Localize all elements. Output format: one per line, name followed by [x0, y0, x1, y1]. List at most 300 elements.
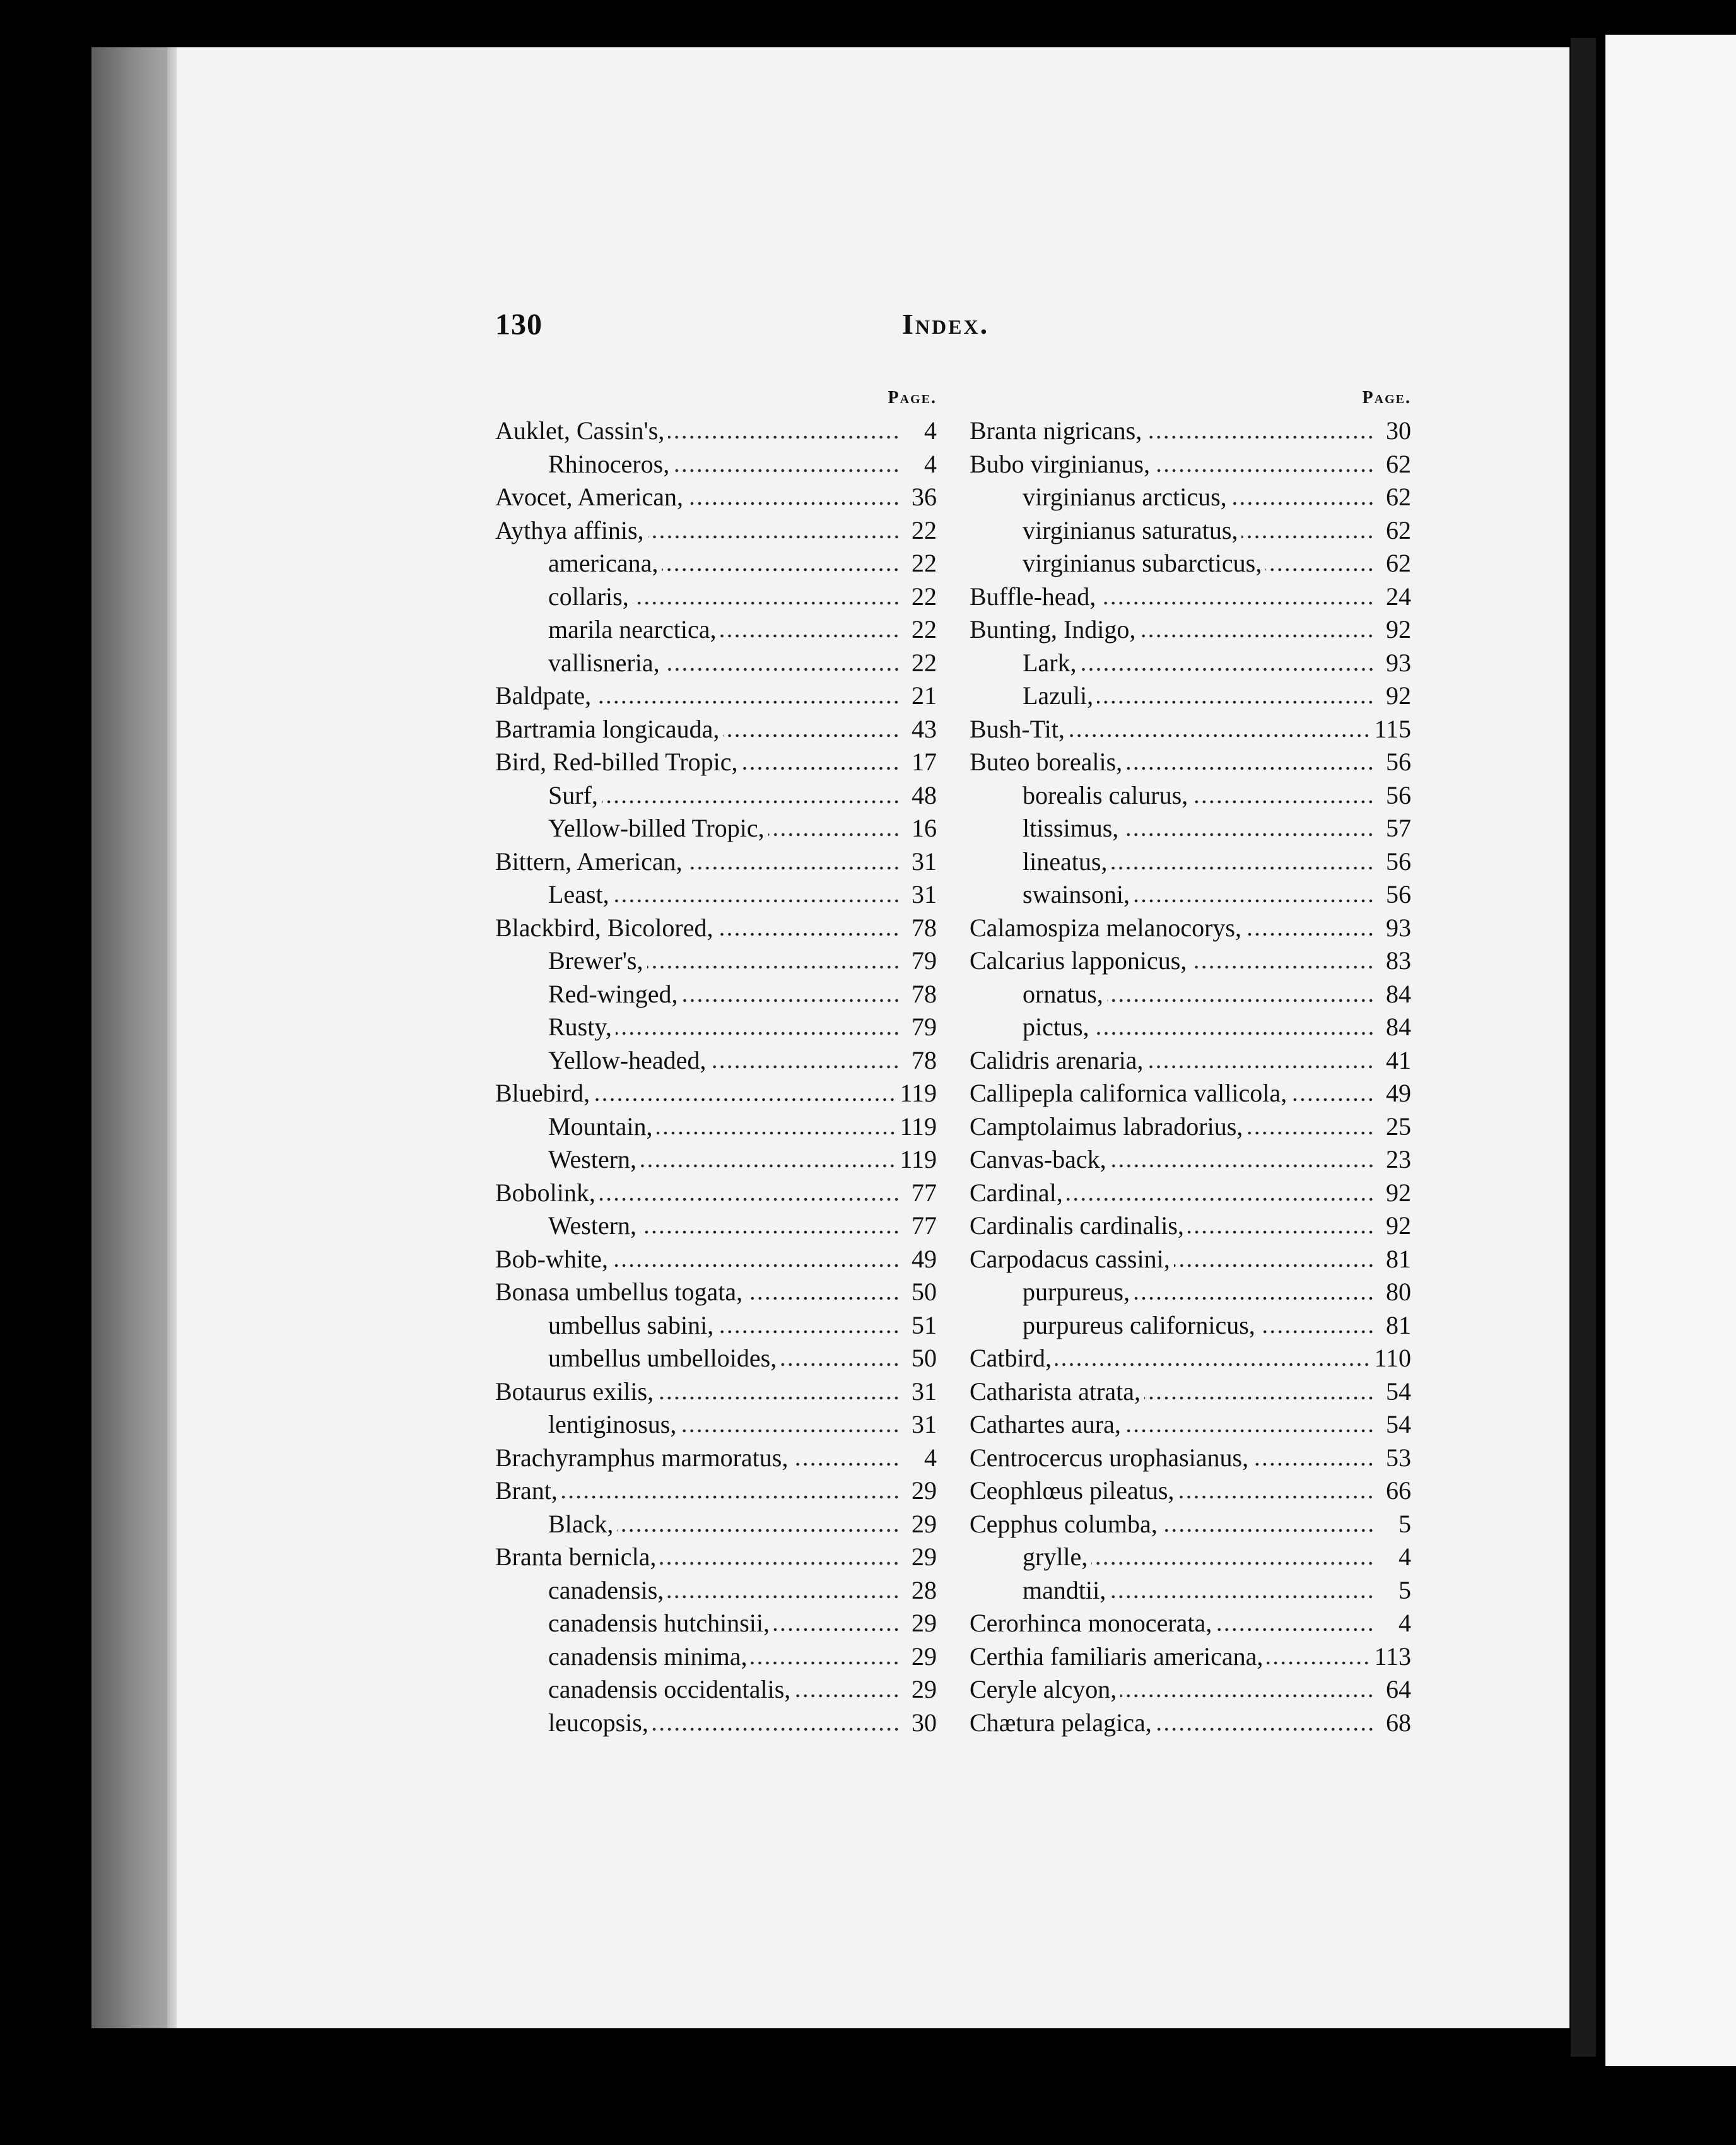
index-entry: [495, 845, 937, 879]
entry-page-number: 17: [912, 748, 937, 776]
entry-name: Bob-white,: [495, 1244, 608, 1273]
running-title: Index.: [902, 308, 990, 340]
dot-leader: [1216, 1626, 1375, 1633]
index-entry: [495, 978, 937, 1011]
entry-page-number: 22: [912, 615, 937, 644]
index-entry: [495, 812, 937, 845]
dot-leader: [710, 1063, 900, 1071]
entry-page-number: 81: [1386, 1310, 1411, 1339]
entry-page-number: 49: [1386, 1079, 1411, 1107]
entry-name: Branta nigricans,: [970, 416, 1142, 445]
entry-name: umbellus sabini,: [548, 1310, 714, 1339]
entry-page-number: 78: [912, 1045, 937, 1074]
index-entry: [495, 713, 937, 746]
index-entries-right: [970, 414, 1411, 1739]
entry-page-number: 4: [1399, 1543, 1411, 1571]
index-entry: [970, 1143, 1411, 1177]
dot-leader: [1154, 467, 1375, 474]
entry-page-number: 31: [912, 1377, 937, 1406]
entry-name: Bird, Red-billed Tropic,: [495, 748, 738, 776]
entry-page-number: 62: [1386, 483, 1411, 511]
dot-leader: [1107, 997, 1375, 1004]
index-entry: [495, 1707, 937, 1740]
dot-leader: [652, 1725, 900, 1733]
index-entry: [970, 547, 1411, 580]
entry-page-number: 84: [1386, 1013, 1411, 1041]
dot-leader: [723, 732, 900, 739]
dot-leader: [561, 1493, 900, 1501]
entry-page-number: 4: [924, 416, 937, 445]
dot-leader: [1188, 1228, 1375, 1236]
entry-name: Black,: [548, 1509, 614, 1538]
dot-leader: [1246, 1129, 1375, 1137]
page-column-heading: Page.: [1362, 388, 1411, 408]
index-entry: [970, 1276, 1411, 1309]
entry-page-number: 92: [1386, 1211, 1411, 1240]
entry-name: Chætura pelagica,: [970, 1708, 1152, 1737]
index-entry: [970, 1508, 1411, 1541]
entry-page-number: 50: [912, 1344, 937, 1372]
dot-leader: [717, 1328, 900, 1336]
dot-leader: [687, 500, 900, 507]
dot-leader: [1097, 698, 1375, 706]
dot-leader: [717, 931, 900, 938]
entry-page-number: 68: [1386, 1708, 1411, 1737]
dot-leader: [1091, 1560, 1375, 1567]
entry-name: Catharista atrata,: [970, 1377, 1141, 1406]
entry-name: Bush-Tit,: [970, 714, 1065, 743]
entry-page-number: 62: [1386, 449, 1411, 478]
entry-page-number: 48: [912, 780, 937, 809]
dot-leader: [657, 1129, 896, 1137]
entry-page-number: 79: [912, 1013, 937, 1041]
index-entry: [970, 1309, 1411, 1343]
index-entry: [495, 481, 937, 514]
entry-page-number: 22: [912, 582, 937, 611]
index-entry: [970, 613, 1411, 647]
entry-page-number: 77: [912, 1178, 937, 1207]
entry-page-number: 30: [912, 1708, 937, 1737]
entry-name: virginianus subarcticus,: [1023, 549, 1262, 577]
dot-leader: [1139, 632, 1375, 640]
entry-name: Western,: [548, 1211, 637, 1240]
entry-page-number: 29: [912, 1509, 937, 1538]
entry-page-number: 54: [1386, 1377, 1411, 1406]
entry-page-number: 80: [1386, 1278, 1411, 1306]
entry-name: Buteo borealis,: [970, 748, 1123, 776]
entry-page-number: 78: [912, 979, 937, 1008]
entry-page-number: 83: [1386, 946, 1411, 975]
index-entry: [970, 912, 1411, 945]
dot-leader: [741, 765, 900, 772]
dot-leader: [1055, 1361, 1371, 1368]
dot-leader: [1093, 1030, 1375, 1037]
entry-page-number: 56: [1386, 748, 1411, 776]
entry-name: Avocet, American,: [495, 483, 684, 511]
book-spine-edge: [91, 47, 170, 2028]
dot-leader: [1190, 963, 1375, 971]
entry-name: Centrocercus urophasianus,: [970, 1443, 1249, 1472]
index-entry: [970, 1474, 1411, 1508]
dot-leader: [648, 533, 900, 541]
entry-page-number: 4: [924, 1443, 937, 1472]
dot-leader: [657, 1394, 900, 1402]
entry-name: Cardinalis cardinalis,: [970, 1211, 1184, 1240]
entry-name: Lazuli,: [1023, 681, 1094, 710]
dot-leader: [602, 798, 900, 806]
dot-leader: [720, 632, 900, 640]
entry-name: Canvas-back,: [970, 1145, 1106, 1173]
entry-page-number: 53: [1386, 1443, 1411, 1472]
entry-page-number: 56: [1386, 780, 1411, 809]
dot-leader: [1134, 897, 1375, 905]
index-entry: [970, 448, 1411, 481]
entry-page-number: 21: [912, 681, 937, 710]
entry-page-number: 29: [912, 1609, 937, 1637]
entry-name: Auklet, Cassin's,: [495, 416, 665, 445]
dot-leader: [664, 666, 900, 673]
entry-page-number: 28: [912, 1575, 937, 1604]
entry-page-number: 29: [912, 1543, 937, 1571]
entry-name: borealis calurus,: [1023, 780, 1188, 809]
entry-name: virginianus saturatus,: [1023, 515, 1238, 544]
dot-leader: [1110, 1162, 1375, 1170]
entry-page-number: 119: [900, 1145, 937, 1173]
index-entry: [495, 1408, 937, 1442]
entry-page-number: 77: [912, 1211, 937, 1240]
index-entry: [495, 1640, 937, 1674]
entry-page-number: 62: [1386, 515, 1411, 544]
entry-page-number: 92: [1386, 681, 1411, 710]
entry-page-number: 29: [912, 1642, 937, 1671]
dot-leader: [1120, 1692, 1375, 1700]
dot-leader: [668, 433, 900, 441]
entry-page-number: 78: [912, 913, 937, 942]
dot-leader: [1126, 765, 1375, 772]
entry-name: Calcarius lapponicus,: [970, 946, 1187, 975]
entry-page-number: 62: [1386, 549, 1411, 577]
index-entry: [970, 1408, 1411, 1442]
entry-name: Yellow-headed,: [548, 1045, 707, 1074]
index-entry: [495, 1607, 937, 1640]
entry-name: collaris,: [548, 582, 629, 611]
entry-name: Baldpate,: [495, 681, 592, 710]
dot-leader: [768, 831, 900, 838]
entry-page-number: 56: [1386, 880, 1411, 908]
entry-page-number: 110: [1374, 1344, 1411, 1372]
dot-leader: [751, 1659, 900, 1667]
index-entry: [970, 481, 1411, 514]
entry-page-number: 31: [912, 880, 937, 908]
entry-name: Yellow-billed Tropic,: [548, 814, 765, 842]
entry-page-number: 31: [912, 1410, 937, 1438]
dot-leader: [1241, 533, 1375, 541]
entry-name: Calidris arenaria,: [970, 1045, 1144, 1074]
dot-leader: [1134, 1295, 1375, 1302]
dot-leader: [640, 1228, 900, 1236]
index-entry: [970, 944, 1411, 978]
entry-name: Certhia familiaris americana,: [970, 1642, 1264, 1671]
entry-name: Least,: [548, 880, 609, 908]
entry-name: canadensis minima,: [548, 1642, 748, 1671]
index-entry: [970, 679, 1411, 713]
dot-leader: [1267, 1659, 1370, 1667]
entry-name: Camptolaimus labradorius,: [970, 1112, 1243, 1141]
dot-leader: [640, 1162, 896, 1170]
entry-page-number: 41: [1386, 1045, 1411, 1074]
entry-name: leucopsis,: [548, 1708, 648, 1737]
index-entry: [970, 878, 1411, 912]
entry-name: marila nearctica,: [548, 615, 717, 644]
entry-name: ltissimus,: [1023, 814, 1119, 842]
index-entry: [495, 514, 937, 548]
entry-name: Catbird,: [970, 1344, 1052, 1372]
entry-page-number: 66: [1386, 1476, 1411, 1505]
index-entry: [970, 1011, 1411, 1044]
entry-name: umbellus umbelloides,: [548, 1344, 777, 1372]
entry-name: Calamospiza melanocorys,: [970, 913, 1241, 942]
dot-leader: [595, 698, 900, 706]
entry-name: lentiginosus,: [548, 1410, 677, 1438]
index-entry: [970, 1442, 1411, 1475]
index-entry: [970, 1077, 1411, 1110]
dot-leader: [682, 997, 900, 1004]
entry-page-number: 4: [924, 449, 937, 478]
entry-name: Cerorhinca monocerata,: [970, 1609, 1212, 1637]
dot-leader: [1067, 1196, 1375, 1203]
entry-name: Brant,: [495, 1476, 558, 1505]
index-column-left: [495, 382, 937, 1739]
entry-page-number: 29: [912, 1675, 937, 1703]
entry-page-number: 92: [1386, 615, 1411, 644]
entry-name: Mountain,: [548, 1112, 653, 1141]
dot-leader: [594, 1096, 896, 1103]
index-entry: [495, 448, 937, 481]
entry-page-number: 54: [1386, 1410, 1411, 1438]
entry-name: purpureus,: [1023, 1278, 1130, 1306]
dot-leader: [660, 1560, 900, 1567]
entry-page-number: 4: [1399, 1609, 1411, 1637]
index-entry: [970, 514, 1411, 548]
dot-leader: [773, 1626, 900, 1633]
entry-name: Cathartes aura,: [970, 1410, 1121, 1438]
dot-leader: [1144, 1394, 1375, 1402]
index-entry: [495, 1276, 937, 1309]
index-entry: [970, 978, 1411, 1011]
dot-leader: [1110, 1593, 1375, 1601]
index-entry: [970, 1707, 1411, 1740]
dot-leader: [612, 1262, 900, 1269]
entry-page-number: 25: [1386, 1112, 1411, 1141]
entry-page-number: 56: [1386, 847, 1411, 876]
dot-leader: [1252, 1460, 1375, 1468]
index-entry: [970, 1209, 1411, 1243]
entry-page-number: 24: [1386, 582, 1411, 611]
entry-name: Bubo virginianus,: [970, 449, 1150, 478]
entry-page-number: 31: [912, 847, 937, 876]
dot-leader: [1081, 666, 1375, 673]
index-entry: [970, 1177, 1411, 1210]
entry-name: Ceophlœus pileatus,: [970, 1476, 1175, 1505]
dot-leader: [633, 599, 900, 607]
index-entry: [970, 1110, 1411, 1144]
dot-leader: [792, 1460, 900, 1468]
index-entry: [495, 1077, 937, 1110]
index-entry: [495, 679, 937, 713]
index-entry: [970, 1342, 1411, 1375]
dot-leader: [746, 1295, 900, 1302]
entry-name: Carpodacus cassini,: [970, 1244, 1170, 1273]
index-entry: [495, 1508, 937, 1541]
dot-leader: [1245, 931, 1375, 938]
entry-page-number: 22: [912, 515, 937, 544]
index-entry: [970, 1541, 1411, 1574]
entry-page-number: 36: [912, 483, 937, 511]
entry-page-number: 22: [912, 549, 937, 577]
entry-page-number: 29: [912, 1476, 937, 1505]
page-number: 130: [495, 308, 542, 341]
entry-name: Callipepla californica vallicola,: [970, 1079, 1287, 1107]
entry-name: pictus,: [1023, 1013, 1089, 1041]
entry-page-number: 93: [1386, 648, 1411, 677]
entry-name: Ceryle alcyon,: [970, 1675, 1117, 1703]
facing-page-edge: [1605, 35, 1736, 2066]
index-entry: [495, 1474, 937, 1508]
entry-name: Bittern, American,: [495, 847, 683, 876]
entry-name: swainsoni,: [1023, 880, 1130, 908]
index-entry: [495, 580, 937, 614]
index-entry: [495, 1375, 937, 1409]
entry-name: Bobolink,: [495, 1178, 595, 1207]
dot-leader: [1147, 1063, 1375, 1071]
index-entry: [970, 812, 1411, 845]
entry-name: grylle,: [1023, 1543, 1088, 1571]
dot-leader: [680, 1427, 900, 1435]
entry-page-number: 115: [1374, 714, 1411, 743]
entry-page-number: 49: [912, 1244, 937, 1273]
index-entry: [495, 1342, 937, 1375]
entry-name: mandtii,: [1023, 1575, 1106, 1604]
index-entry: [495, 1143, 937, 1177]
entry-name: ornatus,: [1023, 979, 1103, 1008]
dot-leader: [1231, 500, 1375, 507]
entry-page-number: 51: [912, 1310, 937, 1339]
index-entries-left: [495, 414, 937, 1739]
index-column-right: [970, 382, 1411, 1739]
index-entry: [495, 1442, 937, 1475]
entry-name: vallisneria,: [548, 648, 660, 677]
entry-name: Bonasa umbellus togata,: [495, 1278, 743, 1306]
index-entry: [495, 613, 937, 647]
entry-name: Aythya affinis,: [495, 515, 644, 544]
entry-page-number: 43: [912, 714, 937, 743]
dot-leader: [1291, 1096, 1375, 1103]
dot-leader: [1125, 1427, 1375, 1435]
dot-leader: [686, 864, 900, 872]
entry-page-number: 5: [1399, 1509, 1411, 1538]
entry-name: Botaurus exilis,: [495, 1377, 654, 1406]
dot-leader: [662, 566, 900, 573]
dot-leader: [617, 1527, 900, 1534]
index-entry: [495, 1243, 937, 1276]
dot-leader: [1161, 1527, 1375, 1534]
entry-page-number: 5: [1399, 1575, 1411, 1604]
entry-name: Blackbird, Bicolored,: [495, 913, 713, 942]
index-entry: [970, 746, 1411, 779]
dot-leader: [647, 963, 901, 971]
entry-page-number: 119: [900, 1112, 937, 1141]
entry-name: lineatus,: [1023, 847, 1108, 876]
index-entry: [495, 878, 937, 912]
entry-name: Bluebird,: [495, 1079, 590, 1107]
entry-name: americana,: [548, 549, 659, 577]
dot-leader: [780, 1361, 900, 1368]
index-entry: [970, 1375, 1411, 1409]
index-entry: [495, 779, 937, 813]
dot-leader: [1122, 831, 1375, 838]
entry-page-number: 22: [912, 648, 937, 677]
entry-name: Surf,: [548, 780, 598, 809]
dot-leader: [1146, 433, 1375, 441]
index-entry: [495, 912, 937, 945]
index-entry: [970, 1640, 1411, 1674]
dot-leader: [1265, 566, 1375, 573]
dot-leader: [1174, 1262, 1375, 1269]
index-entry: [970, 647, 1411, 680]
index-entry: [970, 580, 1411, 614]
entry-page-number: 79: [912, 946, 937, 975]
index-entry: [970, 845, 1411, 879]
entry-name: Western,: [548, 1145, 637, 1173]
entry-name: Rhinoceros,: [548, 449, 670, 478]
index-entry: [970, 1607, 1411, 1640]
dot-leader: [1192, 798, 1375, 806]
entry-name: Brewer's,: [548, 946, 643, 975]
index-entry: [970, 1673, 1411, 1707]
dot-leader: [1156, 1725, 1375, 1733]
entry-page-number: 64: [1386, 1675, 1411, 1703]
entry-page-number: 50: [912, 1278, 937, 1306]
dot-leader: [1178, 1493, 1375, 1501]
entry-name: Rusty,: [548, 1013, 612, 1041]
dot-leader: [613, 897, 900, 905]
index-entry: [495, 1110, 937, 1144]
index-entry: [970, 414, 1411, 448]
entry-page-number: 113: [1374, 1642, 1411, 1671]
index-entry: [495, 1011, 937, 1044]
index-entry: [970, 713, 1411, 746]
entry-name: Branta bernicla,: [495, 1543, 657, 1571]
index-entry: [495, 547, 937, 580]
dot-leader: [616, 1030, 900, 1037]
index-entry: [495, 1044, 937, 1078]
entry-page-number: 57: [1386, 814, 1411, 842]
entry-page-number: 16: [912, 814, 937, 842]
entry-name: canadensis occidentalis,: [548, 1675, 791, 1703]
entry-page-number: 119: [900, 1079, 937, 1107]
entry-name: Buffle-head,: [970, 582, 1096, 611]
entry-name: Cardinal,: [970, 1178, 1063, 1207]
index-entry: [495, 944, 937, 978]
page-gutter: [1571, 38, 1596, 2057]
entry-name: Cepphus columba,: [970, 1509, 1158, 1538]
index-entry: [495, 1574, 937, 1607]
index-entry: [495, 1209, 937, 1243]
entry-page-number: 23: [1386, 1145, 1411, 1173]
index-entry: [970, 1044, 1411, 1078]
index-entry: [495, 414, 937, 448]
dot-leader: [667, 1593, 900, 1601]
